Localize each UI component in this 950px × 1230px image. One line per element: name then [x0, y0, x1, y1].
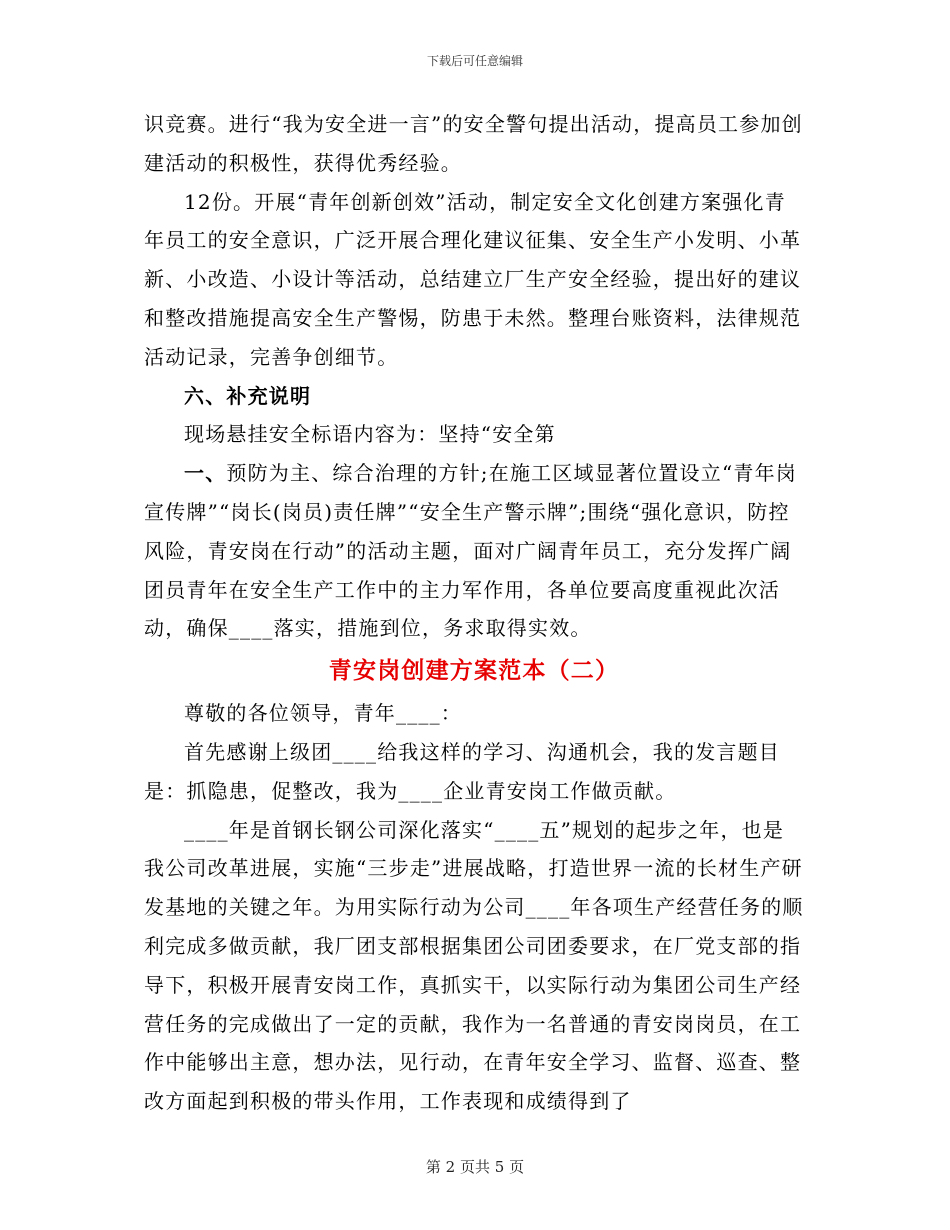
- paragraph-6: 首先感谢上级团____给我这样的学习、沟通机会，我的发言题目是：抓隐患，促整改，我为____企业青安岗工作做贡献。: [144, 739, 780, 803]
- page-header: 下载后可任意编辑: [426, 54, 523, 68]
- paragraph-1: 识竞赛。进行“我为安全进一言”的安全警句提出活动，提高员工参加创建活动的积极性，获得优秀经验。: [144, 112, 803, 175]
- paragraph-4: [144, 454, 804, 648]
- paragraph-5: 尊敬的各位领导，青年____：: [184, 701, 462, 726]
- page-footer: 第 2 页共 5 页: [425, 1158, 525, 1176]
- section-title-2: 青安岗创建方案范本（二）: [328, 657, 620, 685]
- section-heading-6: 六、补充说明: [184, 383, 312, 408]
- paragraph-3: 现场悬挂安全标语内容为：坚持“安全第: [184, 422, 556, 447]
- paragraph-2: 12份。开展“青年创新创效”活动，制定安全文化创建方案强化青年员工的安全意识，广泛开展合理化建议征集、安全生产小发明、小革新、小改造、小设计等活动，总结建立厂生产安全经验，提出好的建议和整改措施提高安全生产警惕，防患于未然。整理台账资料，法律规范活动记录，完善争创细节。: [144, 189, 802, 369]
- paragraph-7: ____年是首钢长钢公司深化落实“____五”规划的起步之年，也是我公司改革进展，实施“三步走”进展战略，打造世界一流的长材生产研发基地的关键之年。为用实际行动为公司____年各项生产经营任务的顺利完成多做贡献，我厂团支部根据集团公司团委要求，在厂党支部的指导下，积极开展青安岗工作，真抓实干，以实际行动为集团公司生产经营任务的完成做出了一定的贡献，我作为一名普通的青安岗岗员，在工作中能够出主意，想办法，见行动，在青年安全学习、监督、巡查、整改方面起到积极的带头作用，工作表现和成绩得到了: [144, 817, 804, 1114]
- paragraph-4-text: 预防为主、综合治理的方针;在施工区域显著位置设立“青年岗宣传牌”“岗长(岗员)责任牌”“安全生产警示牌”;围绕“强化意识，防控风险，青安岗在行动”的活动主题，面对广阔青年员工，充分发挥广阔团员青年在安全生产工作中的主力军作用，各单位要高度重视此次活动，确保____落实，措施到位，务求取得实效。: [144, 461, 797, 641]
- document-body: [144, 105, 804, 1121]
- paragraph-4-bold-prefix: 一、: [184, 461, 227, 486]
